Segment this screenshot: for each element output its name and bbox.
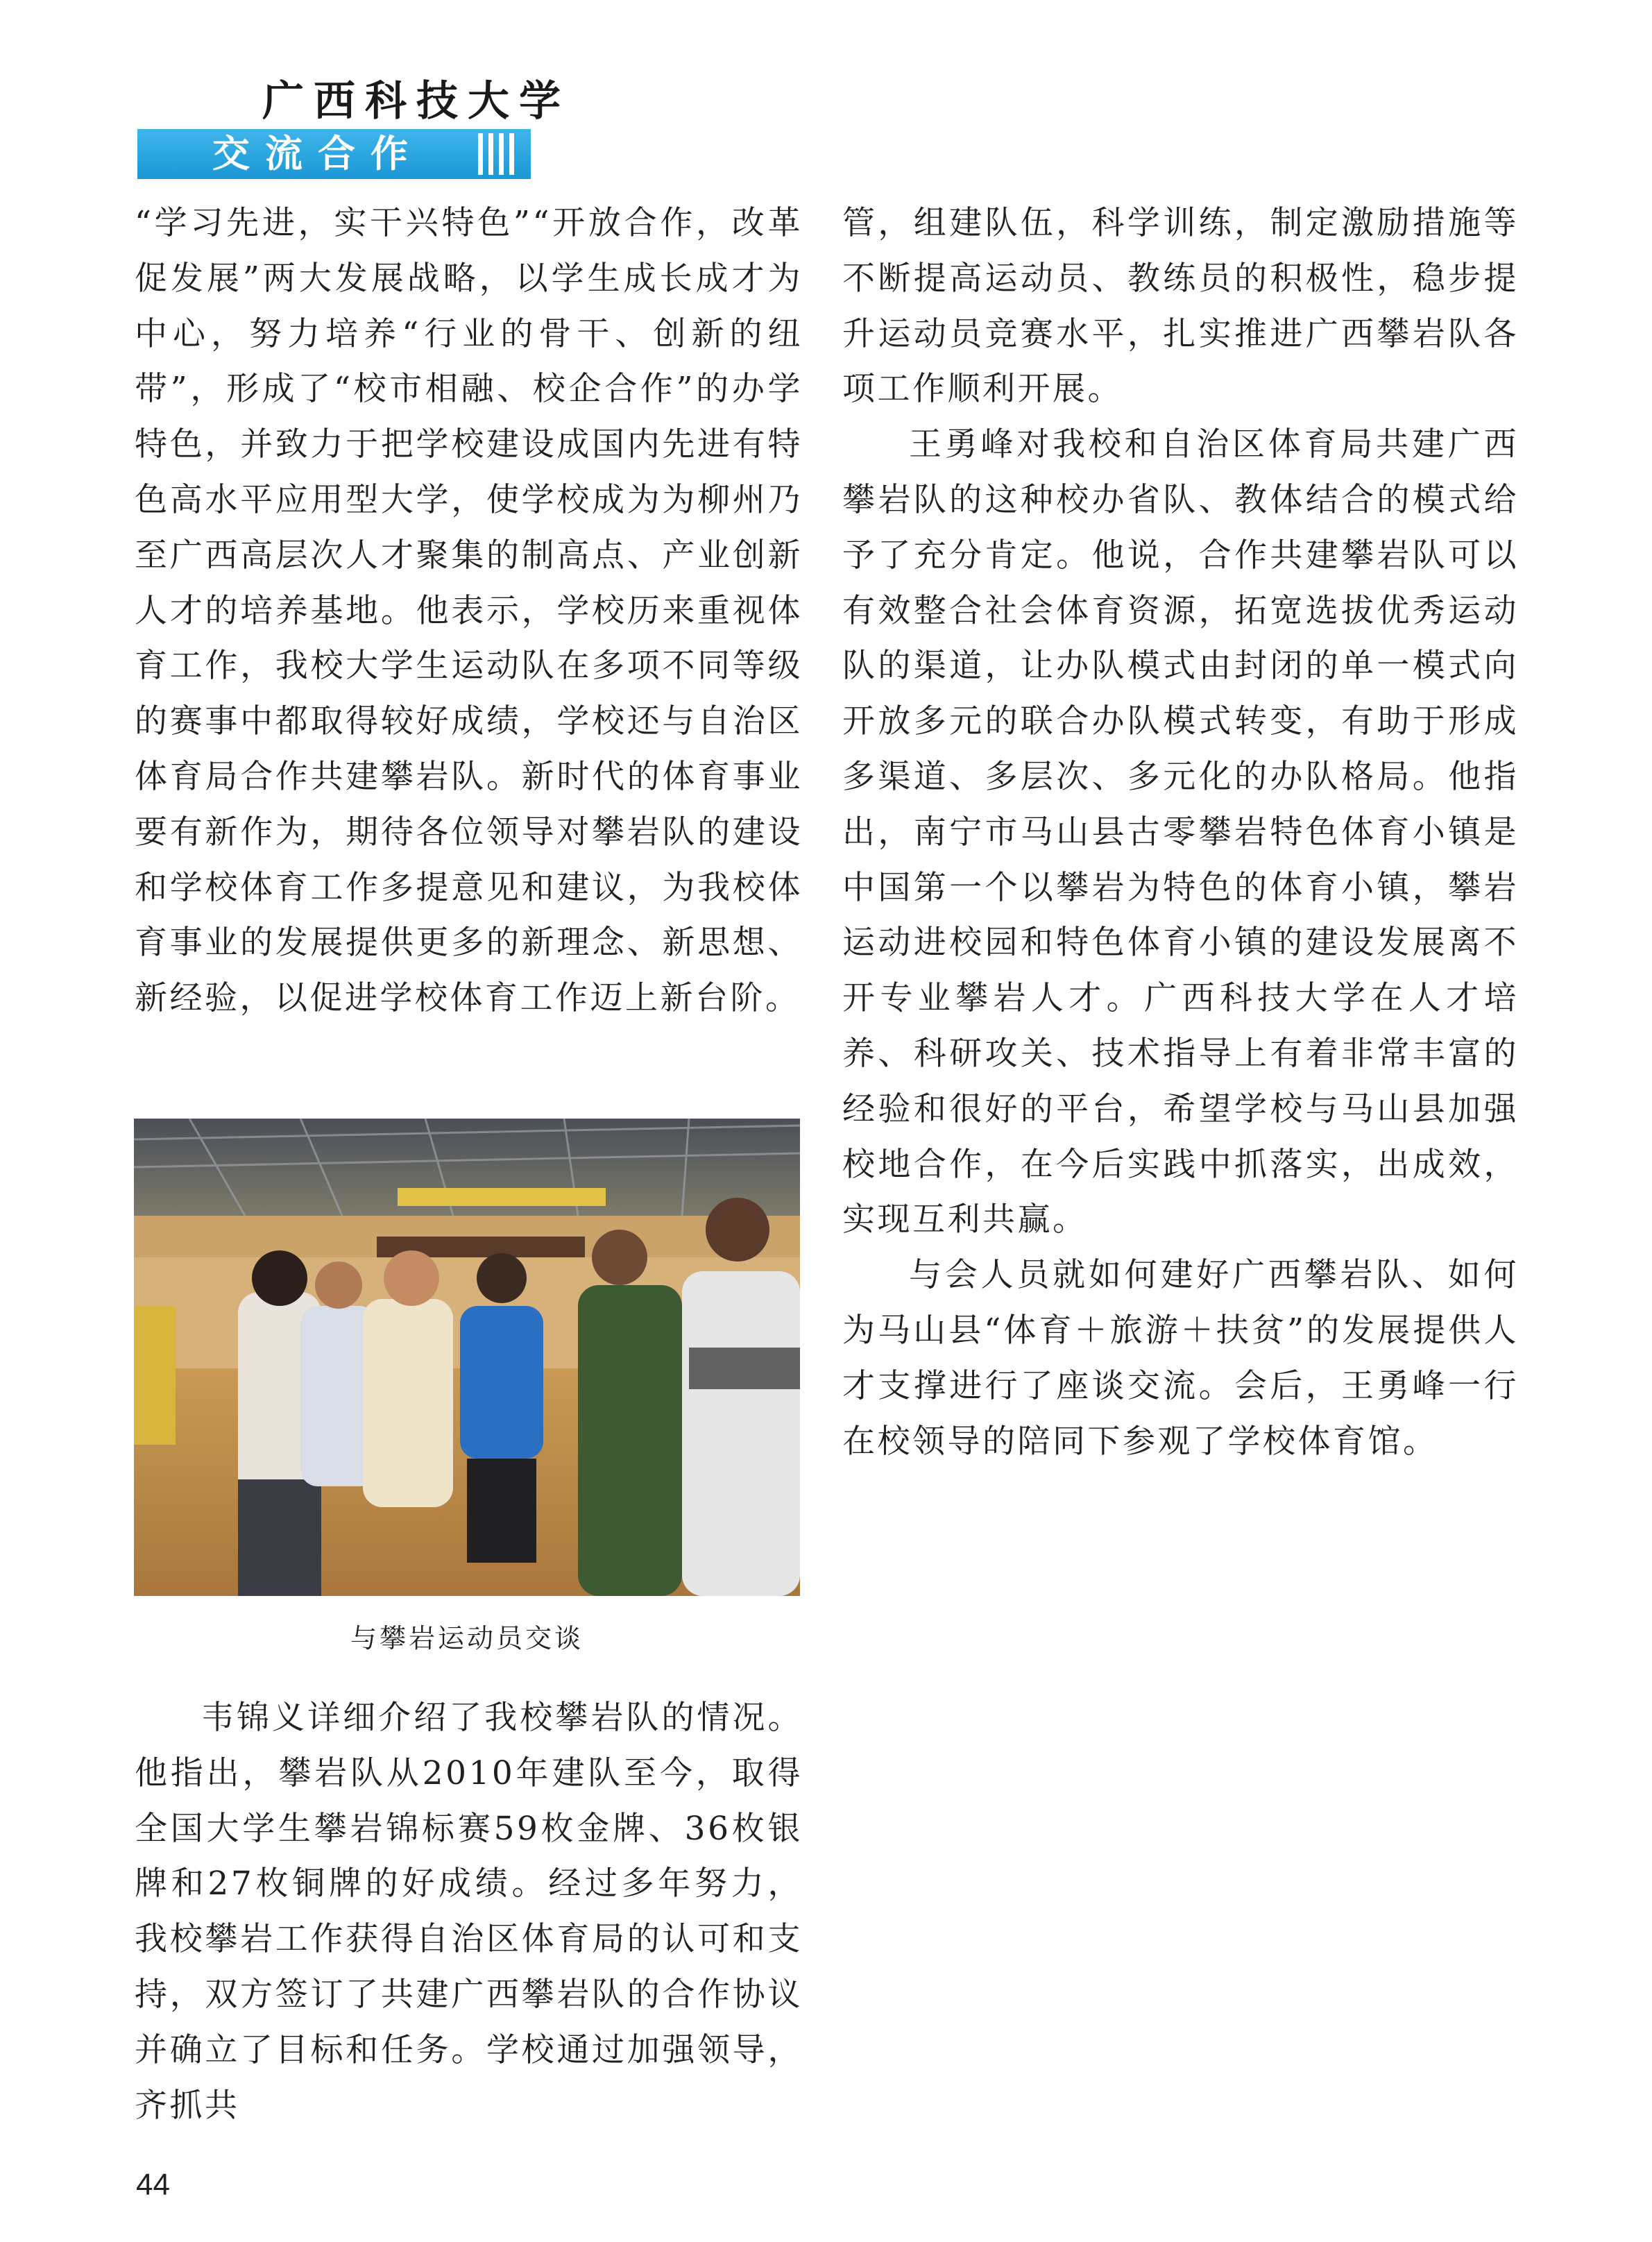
section-label: 交流合作 bbox=[212, 132, 423, 176]
article-paragraph: 管，组建队伍，科学训练，制定激励措施等不断提高运动员、教练员的积极性，稳步提升运动员竞赛水平，扎实推进广西攀岩队各项工作顺利开展。 bbox=[842, 204, 1519, 409]
bar-stripes-decoration bbox=[478, 133, 514, 175]
photo-caption: 与攀岩运动员交谈 bbox=[350, 1623, 584, 1654]
climbing-team-photo bbox=[134, 1119, 800, 1596]
section-header-bar bbox=[137, 129, 531, 179]
article-paragraph: 韦锦义详细介绍了我校攀岩队的情况。他指出，攀岩队从2010年建队至今，取得全国大学生攀岩锦标赛59枚金牌、36枚银牌和27枚铜牌的好成绩。经过多年努力，我校攀岩工作获得自治区体育局的认可和支持，双方签订了共建广西攀岩队的合作协议并确立了目标和任务。学校通过加强领导，齐抓共 bbox=[135, 1699, 803, 2125]
left-column-bottom bbox=[135, 1690, 803, 2133]
article-paragraph: “学习先进，实干兴特色”“开放合作，改革促发展”两大发展战略，以学生成长成才为中心，努力培养“行业的骨干、创新的纽带”，形成了“校市相融、校企合作”的办学特色，并致力于把学校建设成国内先进有特色高水平应用型大学，使学校成为为柳州乃至广西高层次人才聚集的制高点、产业创新人才的培养基地。他表示，学校历来重视体育工作，我校大学生运动队在多项不同等级的赛事中都取得较好成绩，学校还与自治区体育局合作共建攀岩队。新时代的体育事业要有新作为，期待各位领导对攀岩队的建设和学校体育工作多提意见和建议，为我校体育事业的发展提供更多的新理念、新思想、新经验，以促进学校体育工作迈上新台阶。 bbox=[135, 204, 803, 1018]
right-column bbox=[842, 196, 1519, 1469]
article-paragraph: 与会人员就如何建好广西攀岩队、如何为马山县“体育＋旅游＋扶贫”的发展提供人才支撑进行了座谈交流。会后，王勇峰一行在校领导的陪同下参观了学校体育馆。 bbox=[842, 1256, 1519, 1461]
left-column-top bbox=[135, 196, 803, 1026]
article-paragraph: 王勇峰对我校和自治区体育局共建广西攀岩队的这种校办省队、教体结合的模式给予了充分肯定。他说，合作共建攀岩队可以有效整合社会体育资源，拓宽选拔优秀运动队的渠道，让办队模式由封闭的单一模式向开放多元的联合办队模式转变，有助于形成多渠道、多层次、多元化的办队格局。他指出，南宁市马山县古零攀岩特色体育小镇是中国第一个以攀岩为特色的体育小镇，攀岩运动进校园和特色体育小镇的建设发展离不开专业攀岩人才。广西科技大学在人才培养、科研攻关、技术指导上有着非常丰富的经验和很好的平台，希望学校与马山县加强校地合作，在今后实践中抓落实，出成效，实现互利共赢。 bbox=[842, 425, 1519, 1239]
page-number: 44 bbox=[136, 2168, 170, 2202]
magazine-university-title: 广西科技大学 bbox=[262, 77, 570, 126]
article-photo bbox=[134, 1119, 800, 1596]
